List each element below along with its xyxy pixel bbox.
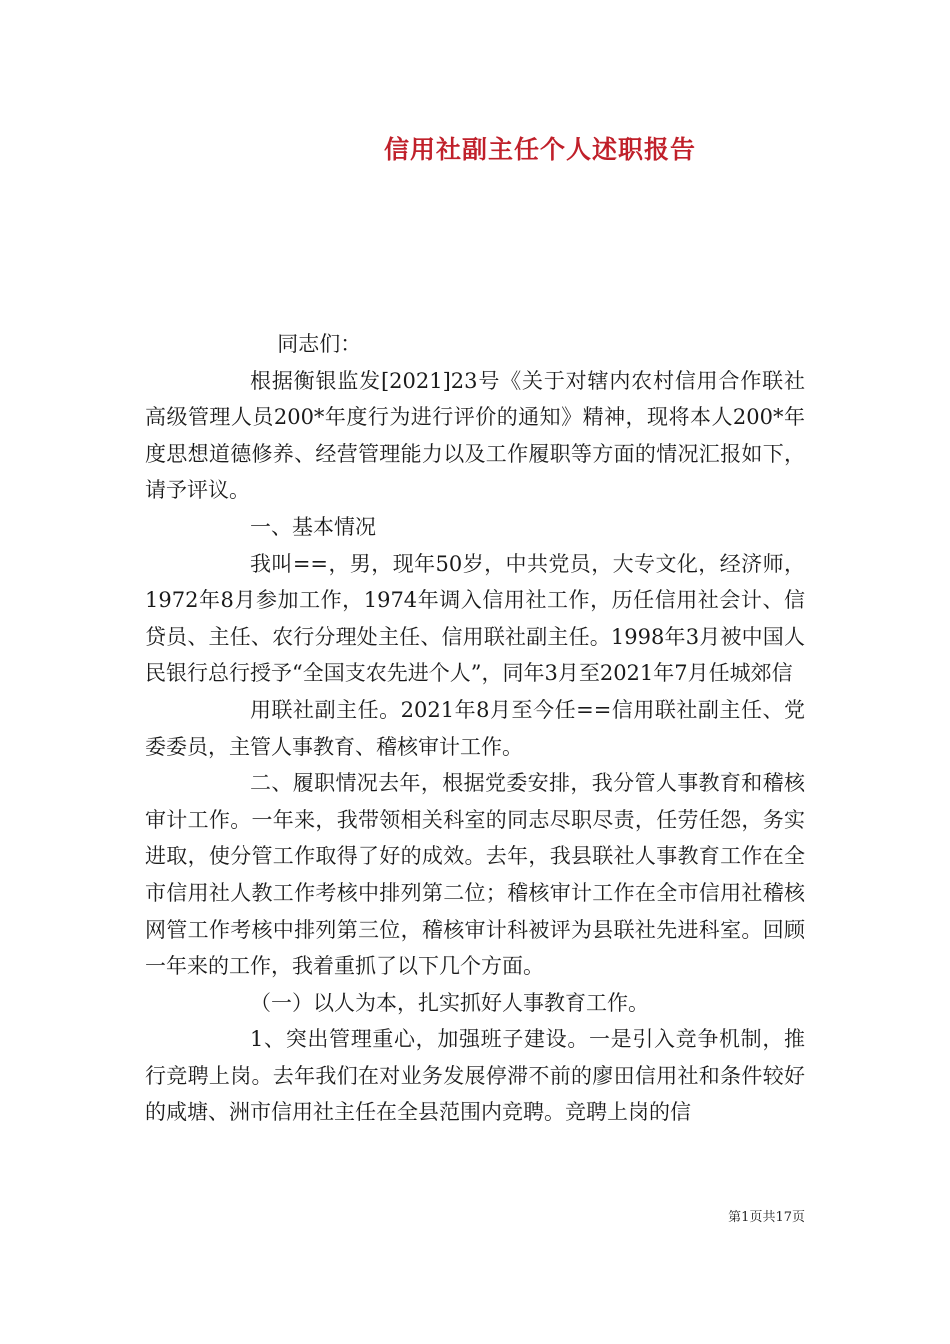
document-title: 信用社副主任个人述职报告	[383, 135, 696, 164]
salutation: 同志们：	[277, 332, 362, 356]
paragraph-duties: 二、履职情况去年，根据党委安排，我分管人事教育和稽核审计工作。一年来，我带领相关科室的同志尽职尽责，任劳任怨，务实进取，使分管工作取得了好的成效。去年，我县联社人事教育工作在全市信用社人教工作考核中排列第二位；稽核审计工作在全市信用社稽核网管工作考核中排列第三位，稽核审计科被评为县联社先进科室。回顾一年来的工作，我着重抓了以下几个方面。	[145, 771, 805, 979]
page-number: 第1页共17页	[728, 1210, 805, 1225]
paragraph-current-role: 用联社副主任。2021年8月至今任==信用联社副主任、党委委员，主管人事教育、稽核审计工作。	[145, 697, 805, 759]
paragraph-leadership: 1、突出管理重心，加强班子建设。一是引入竞争机制，推行竞聘上岗。去年我们在对业务发展停滞不前的廖田信用社和条件较好的咸塘、洲市信用社主任在全县范围内竞聘。竞聘上岗的信	[145, 1027, 805, 1125]
subsection-heading-hr: （一）以人为本，扎实抓好人事教育工作。	[250, 990, 649, 1015]
paragraph-basic-info: 我叫==，男，现年50岁，中共党员，大专文化，经济师，1972年8月参加工作，1974年调入信用社工作，历任信用社会计、信贷员、主任、农行分理处主任、信用联社副主任。1998年3月被中国人民银行总行授予“全国支农先进个人”，同年3月至2021年7月任城郊信	[145, 551, 805, 686]
paragraph-intro: 根据衡银监发[2021]23号《关于对辖内农村信用合作联社高级管理人员200*年度行为进行评价的通知》精神，现将本人200*年度思想道德修养、经营管理能力以及工作履职等方面的情况汇报如下，请予评议。	[145, 368, 805, 503]
section-heading-basic-info: 一、基本情况	[250, 514, 376, 539]
document-body	[145, 326, 805, 1131]
